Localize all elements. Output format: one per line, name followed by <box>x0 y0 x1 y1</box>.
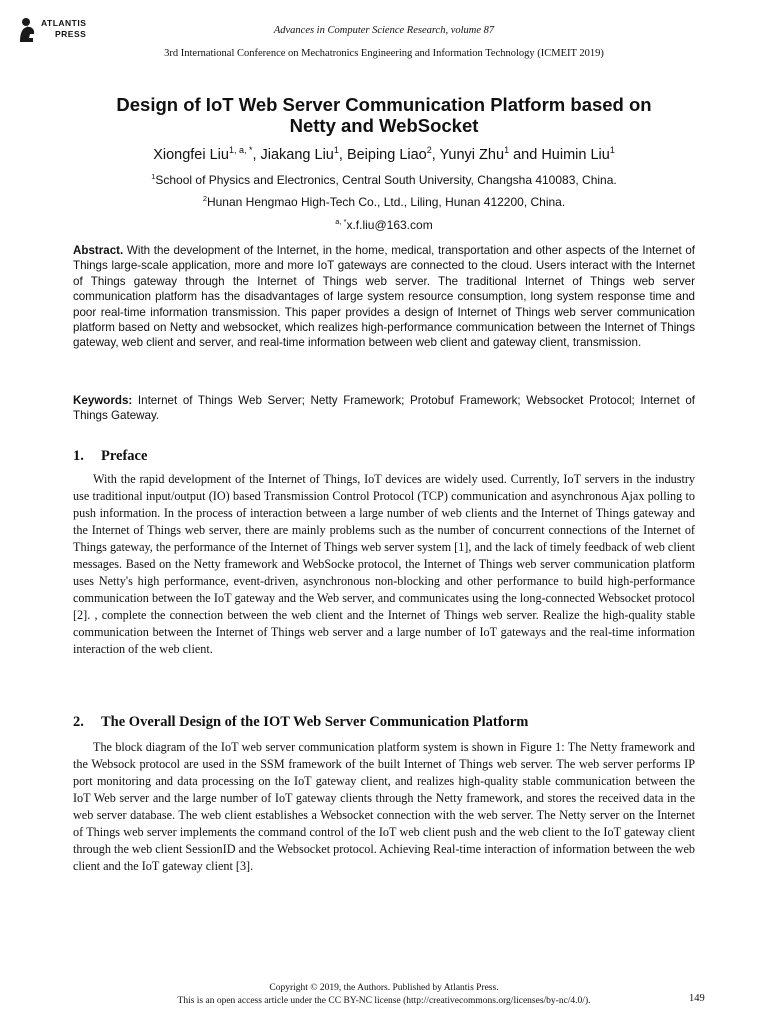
author-affiliation-marker: 1 <box>333 145 339 156</box>
section-body: The block diagram of the IoT web server communication platform system is shown in Figure 1: The Netty framework and the Websock protocol are used in the SSM framework of the built Internet of Things web server. The web server performs IP port monitoring and data processing on the IoT gateway client, and realizes high-quality stable communication between the IoT Web server and the large number of IoT gateway clients through the Netty framework, and stores the received data in the web server database. The web client establishes a Websocket connection with the web server. The Netty server on the Internet of Things web server implements the command control of the IoT web client push and the web client to the IoT gateway client through the web client SessionID and the Websocket protocol. Achieving Real-time interaction of information between the web client and the IoT gateway client [3]. <box>73 740 695 873</box>
section-title: Preface <box>101 448 148 464</box>
author-list <box>0 145 768 165</box>
author-affiliation-marker: 1 <box>609 145 615 156</box>
author-name: Huimin Liu <box>541 147 610 163</box>
section-title: The Overall Design of the IOT Web Server Communication Platform <box>101 714 529 730</box>
paper-title <box>60 94 708 136</box>
abstract <box>73 243 695 351</box>
author-name: Xiongfei Liu <box>153 147 229 163</box>
section-number: 2. <box>73 714 84 730</box>
footer-copyright: Copyright © 2019, the Authors. Published by Atlantis Press. <box>269 983 499 993</box>
paper-title-line-2: Netty and WebSocket <box>289 115 479 136</box>
conference-name: 3rd International Conference on Mechatronics Engineering and Information Technology (ICMEIT 2019) <box>164 48 604 59</box>
author-separator: and <box>509 147 542 163</box>
section-body: With the rapid development of the Internet of Things, IoT devices are widely used. Currently, IoT servers in the industry use traditional input/output (IO) based Transmission Control Protocol (TCP) communication and asynchronous Ajax polling to push information. In the process of interaction between a large number of web clients and the Internet of Things gateway and the Internet of Things web server, there are mainly problems such as the number of concurrent connections of the Internet of Things gateway, the performance of the Internet of Things web server system [1], and the lack of timely feedback of web client messages. Based on the Netty framework and WebSocke protocol, the Internet of Things web server communication platform uses Netty's high performance, event-driven, asynchronous non-blocking and other performance to build high-performance communication between the IoT gateway and the Web server, and communicates using the long-connected Websocket protocol [2]. , complete the connection between the web client and the Internet of Things web server. Realize the high-quality stable communication between the Internet of Things web server and a large number of IoT gateways and the real-time information interaction of the web client. <box>73 472 695 656</box>
footer-license: This is an open access article under the CC BY-NC license (http://creativecommons.org/licenses/by-nc/4.0/). <box>177 996 591 1006</box>
paper-title-line-1: Design of IoT Web Server Communication Platform based on <box>116 94 652 115</box>
author-separator: , <box>431 147 440 163</box>
page-number: 149 <box>689 993 705 1004</box>
section-heading <box>73 447 695 465</box>
affiliation-marker: 1 <box>151 172 156 181</box>
abstract-text: With the development of the Internet, in the home, medical, transportation and other aspects of the Internet of Things large-scale application, more and more IoT gateways are connected to the cloud. Users interact with the Internet of Things gateway through the Internet of Things web server. The traditional Internet of Things web server communication platform has the disadvantages of large system resource consumption, long system response time and poor real-time information transmission. This paper provides a design of Internet of Things web server communication platform based on Netty and websocket, which realizes high-performance communication between the Internet of Things gateway, web client and server, and real-time information between web client and gateway client, transmission. <box>73 244 695 350</box>
author-separator: , <box>252 147 261 163</box>
abstract-label: Abstract. <box>73 244 124 257</box>
keywords-text: Internet of Things Web Server; Netty Framework; Protobuf Framework; Websocket Protocol; Internet of Things Gateway. <box>73 394 695 423</box>
section-number: 1. <box>73 448 84 464</box>
corresponding-email <box>0 217 768 233</box>
logo-line-2: PRESS <box>55 29 87 39</box>
affiliation-2 <box>0 194 768 210</box>
affiliation-1 <box>0 172 768 188</box>
email-address: x.f.liu@163.com <box>346 218 433 232</box>
author-affiliation-marker: 1 <box>504 145 510 156</box>
author-name: Yunyi Zhu <box>439 147 505 163</box>
section-heading <box>73 713 695 731</box>
author-separator: , <box>338 147 347 163</box>
author-affiliation-marker: 2 <box>426 145 432 156</box>
affiliation-text: Hunan Hengmao High-Tech Co., Ltd., Liling, Hunan 412200, China. <box>206 195 566 209</box>
keywords-label: Keywords: <box>73 394 133 407</box>
affiliation-marker: 2 <box>202 194 207 203</box>
keywords <box>73 393 695 424</box>
email-marker: a, * <box>335 217 347 226</box>
author-name: Jiakang Liu <box>260 147 334 163</box>
logo-line-1: ATLANTIS <box>41 18 87 28</box>
journal-name: Advances in Computer Science Research, volume 87 <box>273 25 495 36</box>
author-name: Beiping Liao <box>346 147 427 163</box>
affiliation-text: School of Physics and Electronics, Central South University, Changsha 410083, China. <box>155 173 617 187</box>
author-affiliation-marker: 1, a, * <box>228 145 253 156</box>
